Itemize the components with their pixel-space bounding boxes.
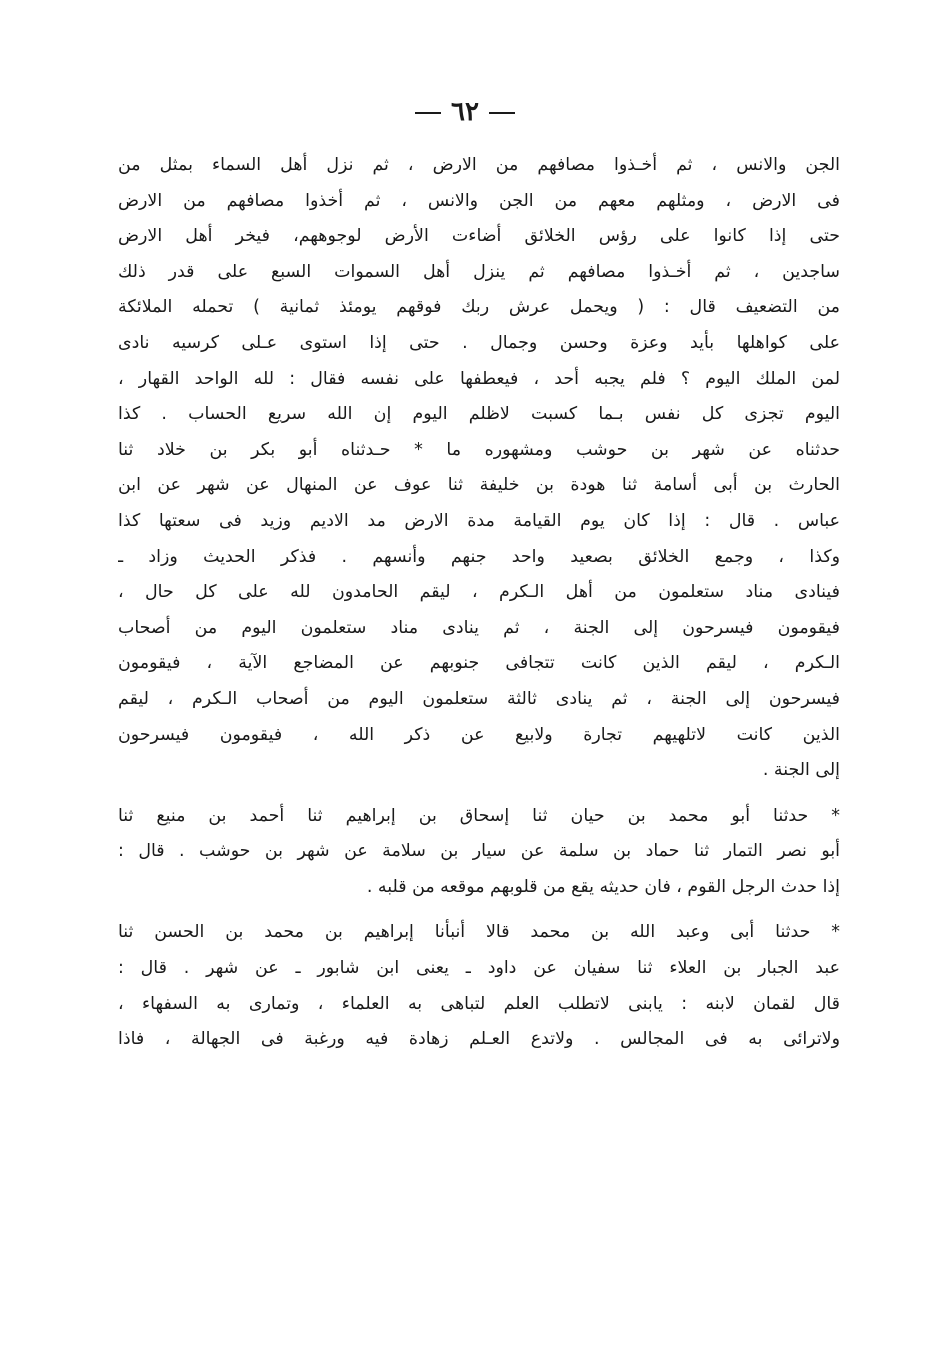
text-line: * حدثنا أبو محمد بن حيان ثنا إسحاق بن إبراهيم ثنا أحمد بن منيع ثنا	[118, 805, 840, 826]
text-line: حدثناه عن شهر بن حوشب ومشهوره ما * حـدثناه أبو بكر بن خلاد ثنا	[118, 439, 840, 460]
text-line: الذين كانت لاتلهيهم تجارة ولابيع عن ذكر الله ، فيقومون فيسرحون	[118, 724, 840, 745]
text-line: فيقومون فيسرحون إلى الجنة ، ثم ينادى مناد ستعلمون اليوم من أصحاب	[118, 617, 840, 638]
text-line: اليوم تجزى كل نفس بـما كسبت لاظلم اليوم إن الله سريع الحساب . كذا	[118, 404, 840, 425]
text-line: من التضعيف قال : ( ويحمل عرش ربك فوقهم يومئذ ثمانية ) تحمله الملائكة	[118, 297, 840, 318]
left-dash	[415, 112, 441, 114]
text-line: فيسرحون إلى الجنة ، ثم ينادى ثالثة ستعلمون اليوم من أصحاب الـكرم ، ليقم	[118, 688, 840, 709]
text-line: أبو نصر التمار ثنا حماد بن سلمة عن سيار بن سلامة عن شهر بن حوشب . قال :	[118, 841, 840, 862]
paragraph-3	[118, 915, 840, 1057]
right-dash	[489, 112, 515, 114]
text-line: فينادى مناد ستعلمون من أهل الـكرم ، ليقم الحامدون لله على كل حال ،	[118, 582, 840, 603]
text-line: لمن الملك اليوم ؟ فلم يجبه أحد ، فيعطفها على نفسه فقال : لله الواحد القهار ،	[118, 368, 840, 389]
paragraph-1	[118, 148, 840, 789]
text-line: حتى إذا كانوا على رؤس الخلائق أضاءت الأرض لوجوههم، فيخر أهل الارض	[118, 226, 840, 247]
text-line: * حدثنا أبى وعبد الله بن محمد قالا أنبأنا إبراهيم بن محمد بن الحسن ثنا	[118, 922, 840, 943]
page-number	[0, 96, 930, 128]
page-number-value: ٦٢	[451, 97, 479, 127]
text-line: الـكرم ، ليقم الذين كانت تتجافى جنوبهم عن المضاجع الآية ، فيقومون	[118, 653, 840, 674]
text-line: إلى الجنة .	[762, 760, 840, 781]
paragraph-2	[118, 799, 840, 906]
text-line: وكذا ، وجمع الخلائق بصعيد واحد جنهم وأنسهم . فذكر الحديث وزاد ـ	[118, 546, 840, 567]
text-line: الجن والانس ، ثم أخـذوا مصافهم من الارض ، ثم نزل أهل السماء بمثل من	[118, 155, 840, 175]
body-text	[118, 148, 840, 1058]
text-line: ساجدين ، ثم أخـذوا مصافهم ثم ينزل أهل السموات السبع على قدر ذلك	[118, 261, 840, 282]
text-line: قال لقمان لابنه : يابنى لاتطلب العلم لتباهى به العلماء ، وتمارى به السفهاء ،	[118, 993, 840, 1014]
text-line: على كواهلها بأيد وعزة وحسن وجمال . حتى إذا استوى عـلى كرسيه نادى	[118, 332, 840, 353]
text-line: إذا حدث الرجل القوم ، فان حديثه يقع من قلوبهم موقعه من قلبه .	[366, 876, 840, 897]
text-line: عباس . قال : إذا كان يوم القيامة مدة الارض مد الاديم وزيد فى سعتها كذا	[118, 510, 840, 531]
text-line: ولاترائى به فى المجالس . ولاتدع العـلم زهادة فيه ورغبة فى الجهالة ، فاذا	[118, 1029, 840, 1050]
text-line: الحارث بن أبى أسامة ثنا هودة بن خليفة ثنا عوف عن المنهال عن شهر عن ابن	[118, 475, 840, 496]
text-line: فى الارض ، ومثلهم معهم من الجن والانس ، ثم أخذوا مصافهم من الارض	[118, 190, 840, 211]
text-line: عبد الجبار بن العلاء ثنا سفيان عن داود ـ يعنى ابن شابور ـ عن شهر . قال :	[118, 958, 840, 979]
